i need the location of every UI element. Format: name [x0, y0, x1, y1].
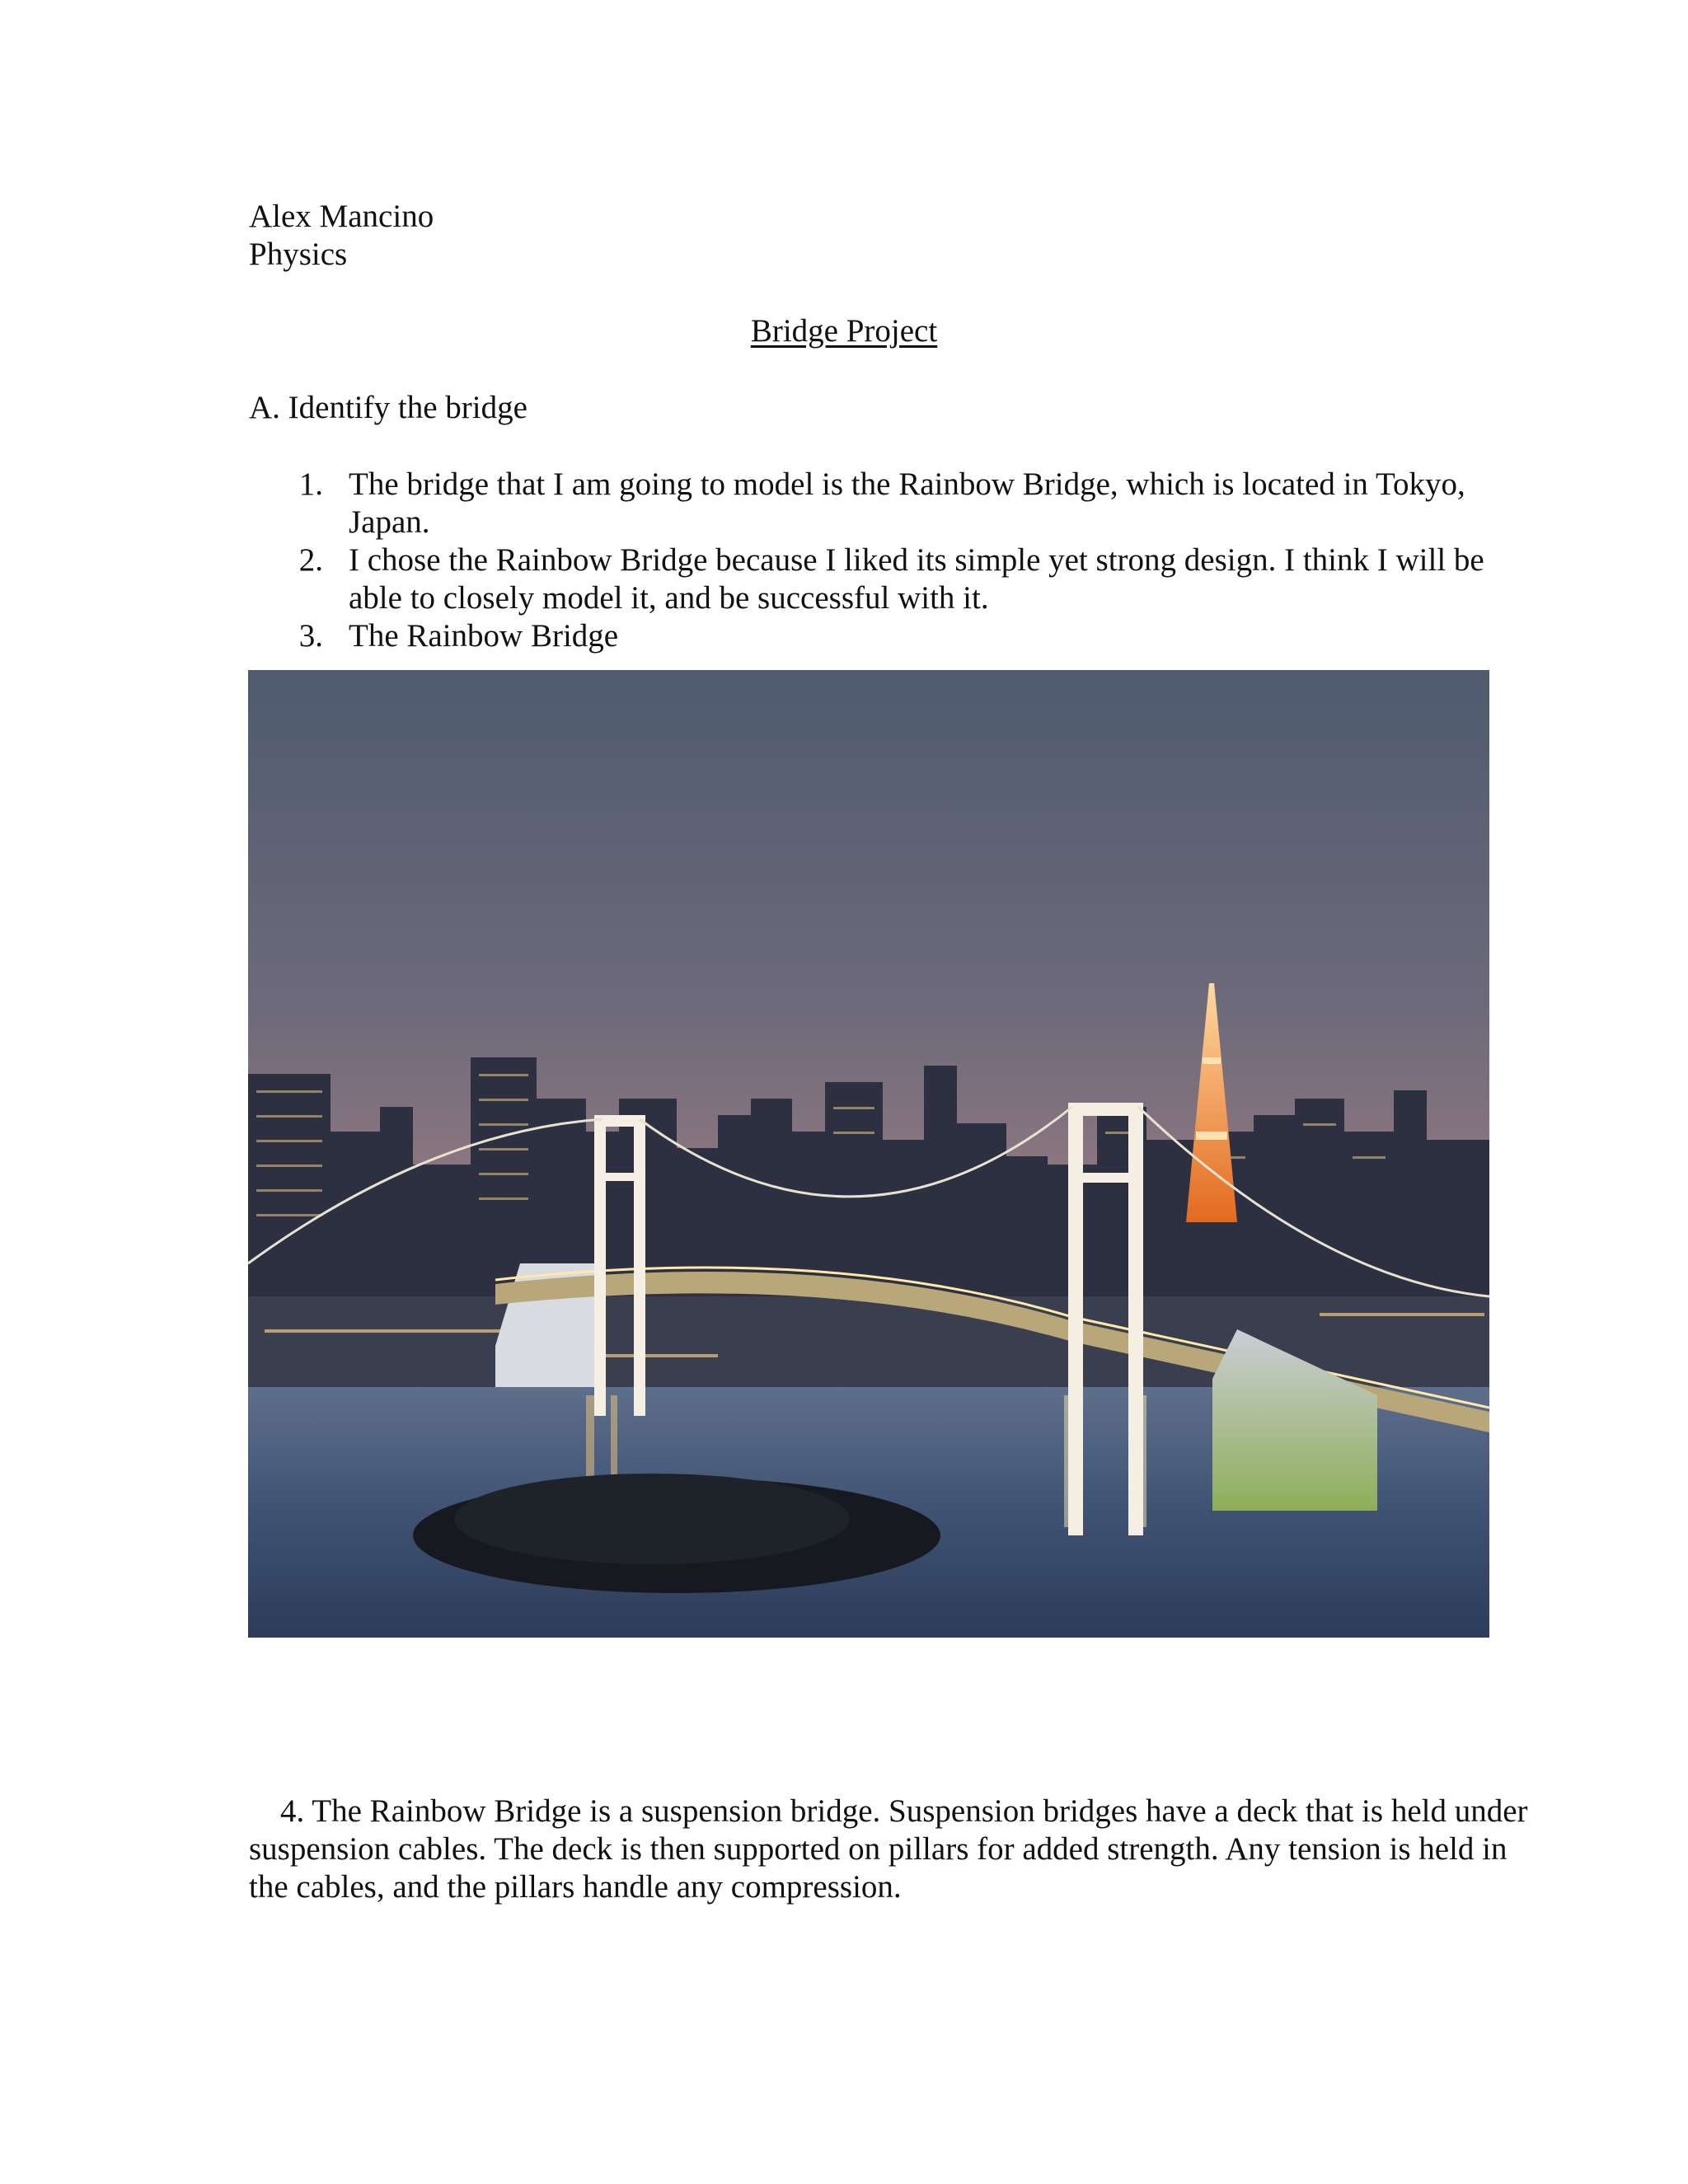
author-name: Alex Mancino	[249, 199, 434, 234]
list-item-number: 1.	[298, 466, 323, 502]
list-item-text: The bridge that I am going to model is the Rainbow Bridge, which is located in Tokyo, Japan.	[349, 466, 1465, 540]
paragraph-4: 4. The Rainbow Bridge is a suspension bridge. Suspension bridges have a deck that is held under suspension cables. The deck is then supported on pillars for added strength. Any tension is held in the cables, and the pillars handle any compression.	[249, 1793, 1528, 1905]
rainbow-bridge-photo	[248, 670, 1489, 1638]
document-title: Bridge Project	[750, 313, 938, 349]
list-item-text: The Rainbow Bridge	[349, 618, 619, 654]
list-item-number: 3.	[298, 618, 323, 654]
section-heading: A. Identify the bridge	[249, 390, 528, 425]
course-name: Physics	[249, 237, 348, 272]
list-item-number: 2.	[298, 542, 323, 578]
list-item-text: I chose the Rainbow Bridge because I liked its simple yet strong design. I think I will be able to closely model it, and be successful with it.	[349, 542, 1484, 616]
